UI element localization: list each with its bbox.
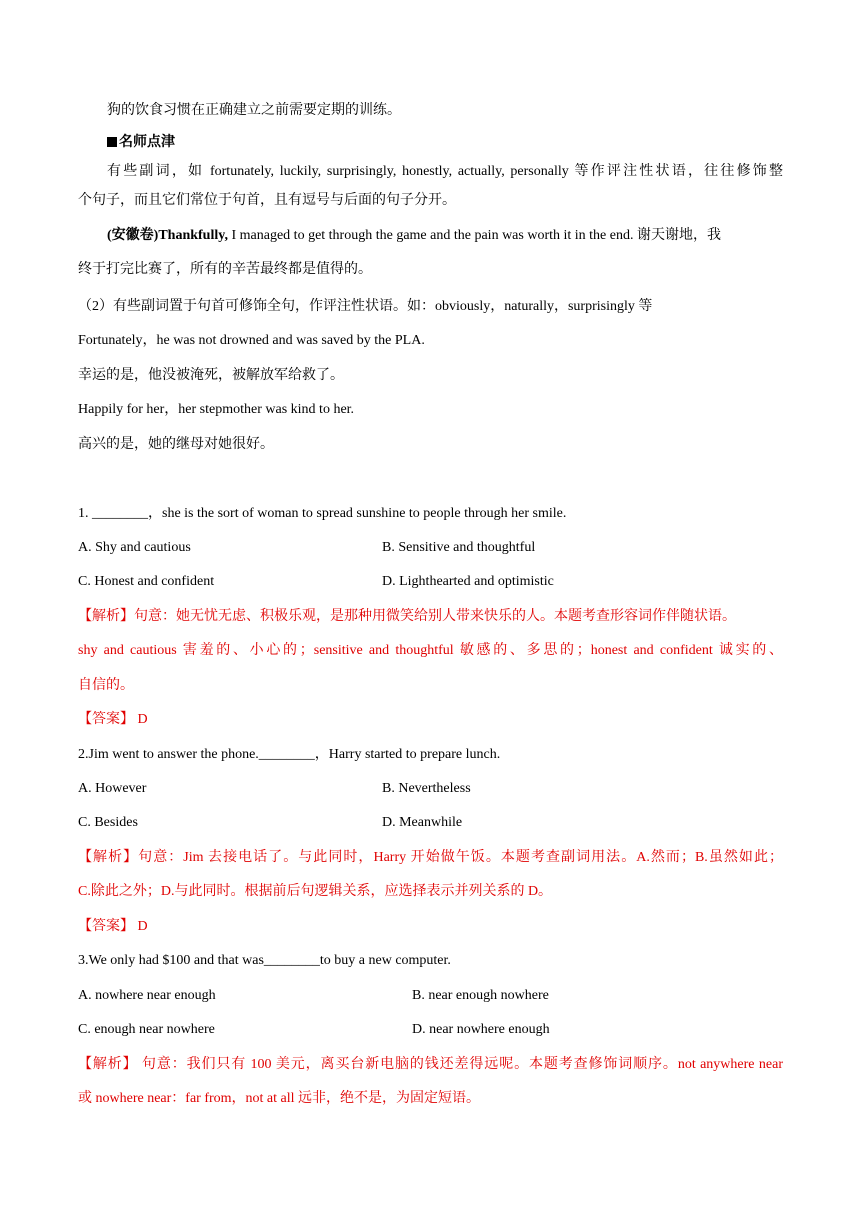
example-sentence: I managed to get through the game and the pain was worth it in the end. 谢天谢地，我 xyxy=(227,228,721,243)
question-1-analysis-2: shy and cautious 害羞的、小心的；sensitive and thoughtful 敏感的、多思的；honest and confident 诚实的、 xyxy=(78,643,783,658)
question-1-answer: 【答案】 D xyxy=(78,712,148,727)
question-3-analysis-2: 或 nowhere near：far from，not at all 远非，绝不是，为固定短语。 xyxy=(78,1091,481,1106)
square-bullet-icon xyxy=(107,137,117,147)
question-1-stem: 1. ________，she is the sort of woman to spread sunshine to people through her smile. xyxy=(78,506,567,521)
question-2-option-a: A. However xyxy=(78,781,147,796)
sentence-1-en: Fortunately，he was not drowned and was saved by the PLA. xyxy=(78,333,425,348)
question-3-option-d: D. near nowhere enough xyxy=(412,1022,550,1037)
question-1-option-a: A. Shy and cautious xyxy=(78,540,191,555)
question-3-analysis-1: 【解析】 句意：我们只有 100 美元，离买台新电脑的钱还差得远呢。本题考查修饰词顺序。not anywhere near xyxy=(78,1057,783,1072)
question-3-option-b: B. near enough nowhere xyxy=(412,988,549,1003)
question-3-option-c: C. enough near nowhere xyxy=(78,1022,215,1037)
question-2-stem: 2.Jim went to answer the phone.________，Harry started to prepare lunch. xyxy=(78,747,501,762)
note-line-2: 个句子，而且它们常位于句首，且有逗号与后面的句子分开。 xyxy=(78,193,456,208)
example-keyword: Thankfully, xyxy=(158,228,228,243)
sentence-1-cn: 幸运的是，他没被淹死，被解放军给救了。 xyxy=(78,368,344,383)
question-1-analysis-1: 【解析】句意：她无忧无虑、积极乐观，是那种用微笑给别人带来快乐的人。本题考查形容词作伴随状语。 xyxy=(78,609,736,624)
question-3-option-a: A. nowhere near enough xyxy=(78,988,216,1003)
section-heading: 名师点津 xyxy=(107,133,783,153)
example-line-1 xyxy=(107,226,783,246)
intro-cn: 狗的饮食习惯在正确建立之前需要定期的训练。 xyxy=(107,103,401,118)
question-1-analysis-3: 自信的。 xyxy=(78,678,134,693)
example-line-2: 终于打完比赛了，所有的辛苦最终都是值得的。 xyxy=(78,262,372,277)
question-2-option-b: B. Nevertheless xyxy=(382,781,471,796)
question-2-analysis-2: C.除此之外；D.与此同时。根据前后句逻辑关系，应选择表示并列关系的 D。 xyxy=(78,884,553,899)
example-source: (安徽卷) xyxy=(107,228,159,243)
question-3-stem: 3.We only had $100 and that was________to buy a new computer. xyxy=(78,953,451,968)
note-line-1: 有些副词，如 fortunately, luckily, surprisingly, honestly, actually, personally 等作评注性状语，往往修饰整 xyxy=(107,164,783,179)
question-1-option-b: B. Sensitive and thoughtful xyxy=(382,540,536,555)
rule-2: （2）有些副词置于句首可修饰全句，作评注性状语。如：obviously，naturally，surprisingly 等 xyxy=(78,299,653,314)
question-2-option-d: D. Meanwhile xyxy=(382,815,463,830)
sentence-2-cn: 高兴的是，她的继母对她很好。 xyxy=(78,437,274,452)
question-1-option-d: D. Lighthearted and optimistic xyxy=(382,574,554,589)
question-2-option-c: C. Besides xyxy=(78,815,138,830)
question-1-option-c: C. Honest and confident xyxy=(78,574,215,589)
question-2-answer: 【答案】 D xyxy=(78,919,148,934)
question-2-analysis-1: 【解析】句意：Jim 去接电话了。与此同时，Harry 开始做午饭。本题考查副词用法。A.然而；B.虽然如此； xyxy=(78,850,783,865)
sentence-2-en: Happily for her，her stepmother was kind to her. xyxy=(78,402,355,417)
